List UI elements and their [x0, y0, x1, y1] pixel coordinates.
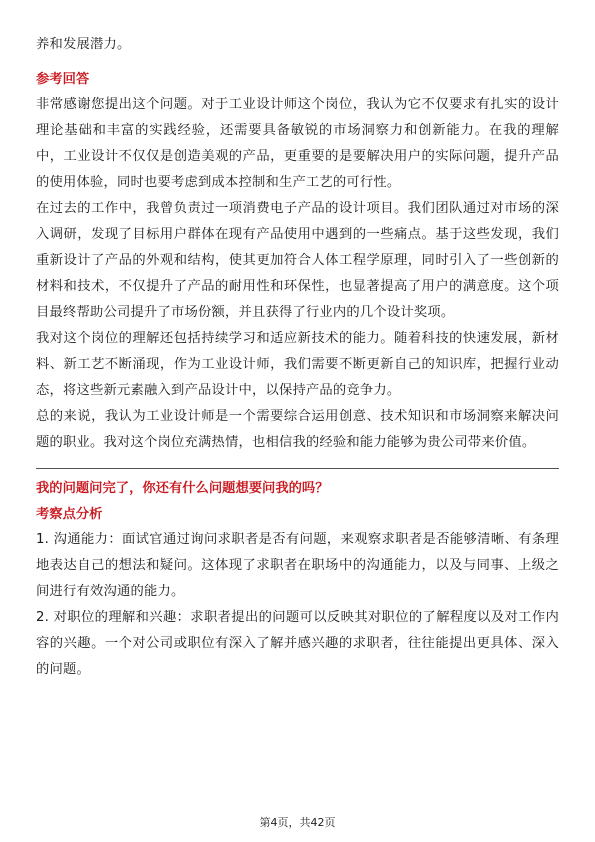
analysis-heading: 考察点分析 — [36, 507, 103, 522]
answer-heading: 参考回答 — [36, 72, 90, 87]
answer-paragraph: 在过去的工作中，我曾负责过一项消费电子产品的设计项目。我们团队通过对市场的深入调研，发现了目标用户群体在现有产品使用中遇到的一些痛点。基于这些发现，我们重新设计了产品的外观和结构，使其更加符合人体工程学原理，同时引入了一些创新的材料和技术，不仅提升了产品的耐用性和环保性，也显著提高了用户的满意度。这个项目最终帮助公司提升了市场份额，并且获得了行业内的几个设计奖项。 — [36, 201, 559, 320]
answer-paragraph: 我对这个岗位的理解还包括持续学习和适应新技术的能力。随着科技的快速发展，新材料、新工艺不断涌现，作为工业设计师，我们需要不断更新自己的知识库，把握行业动态，将这些新元素融入到产品设计中，以保持产品的竞争力。 — [36, 331, 559, 398]
continuation-text: 养和发展潜力。 — [36, 37, 131, 52]
analysis-point: 2. 对职位的理解和兴趣：求职者提出的问题可以反映其对职位的了解程度以及对工作内容的兴趣。一个对公司或职位有深入了解并感兴趣的求职者，往往能提出更具体、深入的问题。 — [36, 610, 559, 677]
page-number: 第4页，共42页 — [259, 816, 336, 829]
answer-paragraph: 总的来说，我认为工业设计师是一个需要综合运用创意、技术知识和市场洞察来解决问题的职业。我对这个岗位充满热情，也相信我的经验和能力能够为贵公司带来价值。 — [36, 409, 559, 450]
analysis-point: 1. 沟通能力：面试官通过询问求职者是否有问题，来观察求职者是否能够清晰、有条理地表达自己的想法和疑问。这体现了求职者在职场中的沟通能力，以及与同事、上级之间进行有效沟通的能力。 — [36, 532, 559, 599]
page-content — [36, 32, 559, 683]
question-title: 我的问题问完了，你还有什么问题想要问我的吗？ — [36, 481, 329, 496]
answer-paragraph: 非常感谢您提出这个问题。对于工业设计师这个岗位，我认为它不仅要求有扎实的设计理论基础和丰富的实践经验，还需要具备敏锐的市场洞察力和创新能力。在我的理解中，工业设计不仅仅是创造美观的产品，更重要的是要解决用户的实际问题，提升产品的使用体验，同时也要考虑到成本控制和生产工艺的可行性。 — [36, 97, 559, 190]
section-divider — [36, 468, 559, 469]
